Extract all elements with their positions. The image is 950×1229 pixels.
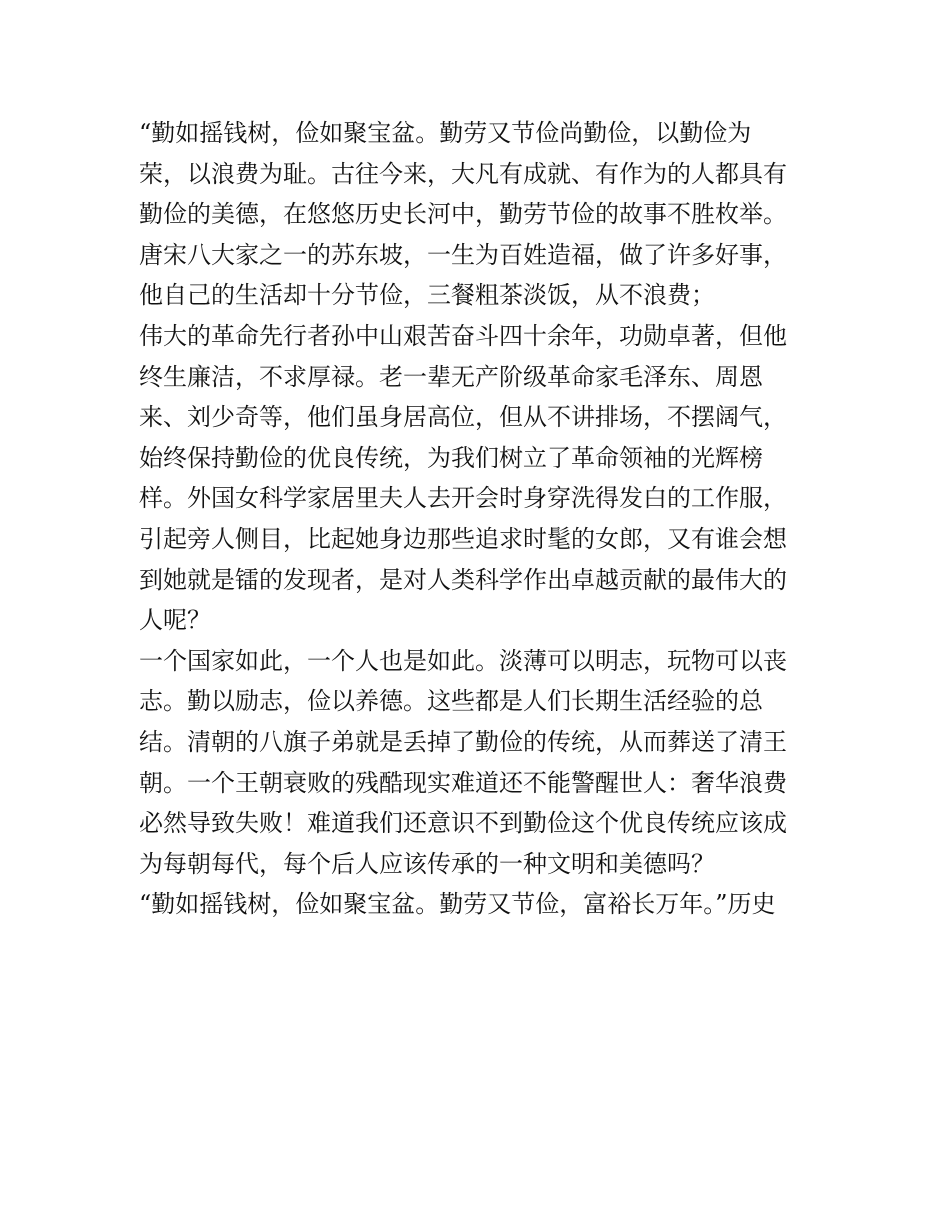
- text-line: 勤俭的美德，在悠悠历史长河中，勤劳节俭的故事不胜枚举。: [139, 200, 787, 229]
- text-line: 唐宋八大家之一的苏东坡，一生为百姓造福，做了许多好事，: [139, 240, 787, 269]
- text-line: 荣，以浪费为耻。古往今来，大凡有成就、有作为的人都具有: [139, 159, 787, 188]
- text-line: 到她就是镭的发现者，是对人类科学作出卓越贡献的最伟大的: [139, 565, 787, 594]
- text-line: “勤如摇钱树，俭如聚宝盆。勤劳又节俭尚勤俭，以勤俭为: [139, 119, 752, 147]
- text-line: 引起旁人侧目，比起她身边那些追求时髦的女郎，又有谁会想: [139, 524, 787, 553]
- text-line: 人呢？: [139, 606, 211, 635]
- text-line: 朝。一个王朝衰败的残酷现实难道还不能警醒世人：奢华浪费: [139, 768, 787, 797]
- text-line: 样。外国女科学家居里夫人去开会时身穿洗得发白的工作服，: [139, 484, 787, 513]
- text-line: 他自己的生活却十分节俭，三餐粗茶淡饭，从不浪费；: [139, 281, 715, 310]
- body-text: [139, 113, 819, 925]
- text-line: 伟大的革命先行者孙中山艰苦奋斗四十余年，功勋卓著，但他: [139, 321, 787, 350]
- text-line: 终生廉洁，不求厚禄。老一辈无产阶级革命家毛泽东、周恩: [139, 362, 763, 391]
- text-line: “勤如摇钱树，俭如聚宝盆。勤劳又节俭，富裕长万年。”历史: [139, 890, 776, 919]
- text-line: 来、刘少奇等，他们虽身居高位，但从不讲排场，不摆阔气，: [139, 403, 787, 432]
- text-line: 为每朝每代，每个后人应该传承的一种文明和美德吗？: [139, 849, 715, 878]
- text-line: 一个国家如此，一个人也是如此。淡薄可以明志，玩物可以丧: [139, 646, 787, 675]
- text-line: 结。清朝的八旗子弟就是丢掉了勤俭的传统，从而葬送了清王: [139, 727, 787, 756]
- text-line: 必然导致失败！难道我们还意识不到勤俭这个优良传统应该成: [139, 809, 787, 838]
- text-line: 始终保持勤俭的优良传统，为我们树立了革命领袖的光辉榜: [139, 443, 763, 472]
- text-line: 志。勤以励志，俭以养德。这些都是人们长期生活经验的总: [139, 687, 763, 716]
